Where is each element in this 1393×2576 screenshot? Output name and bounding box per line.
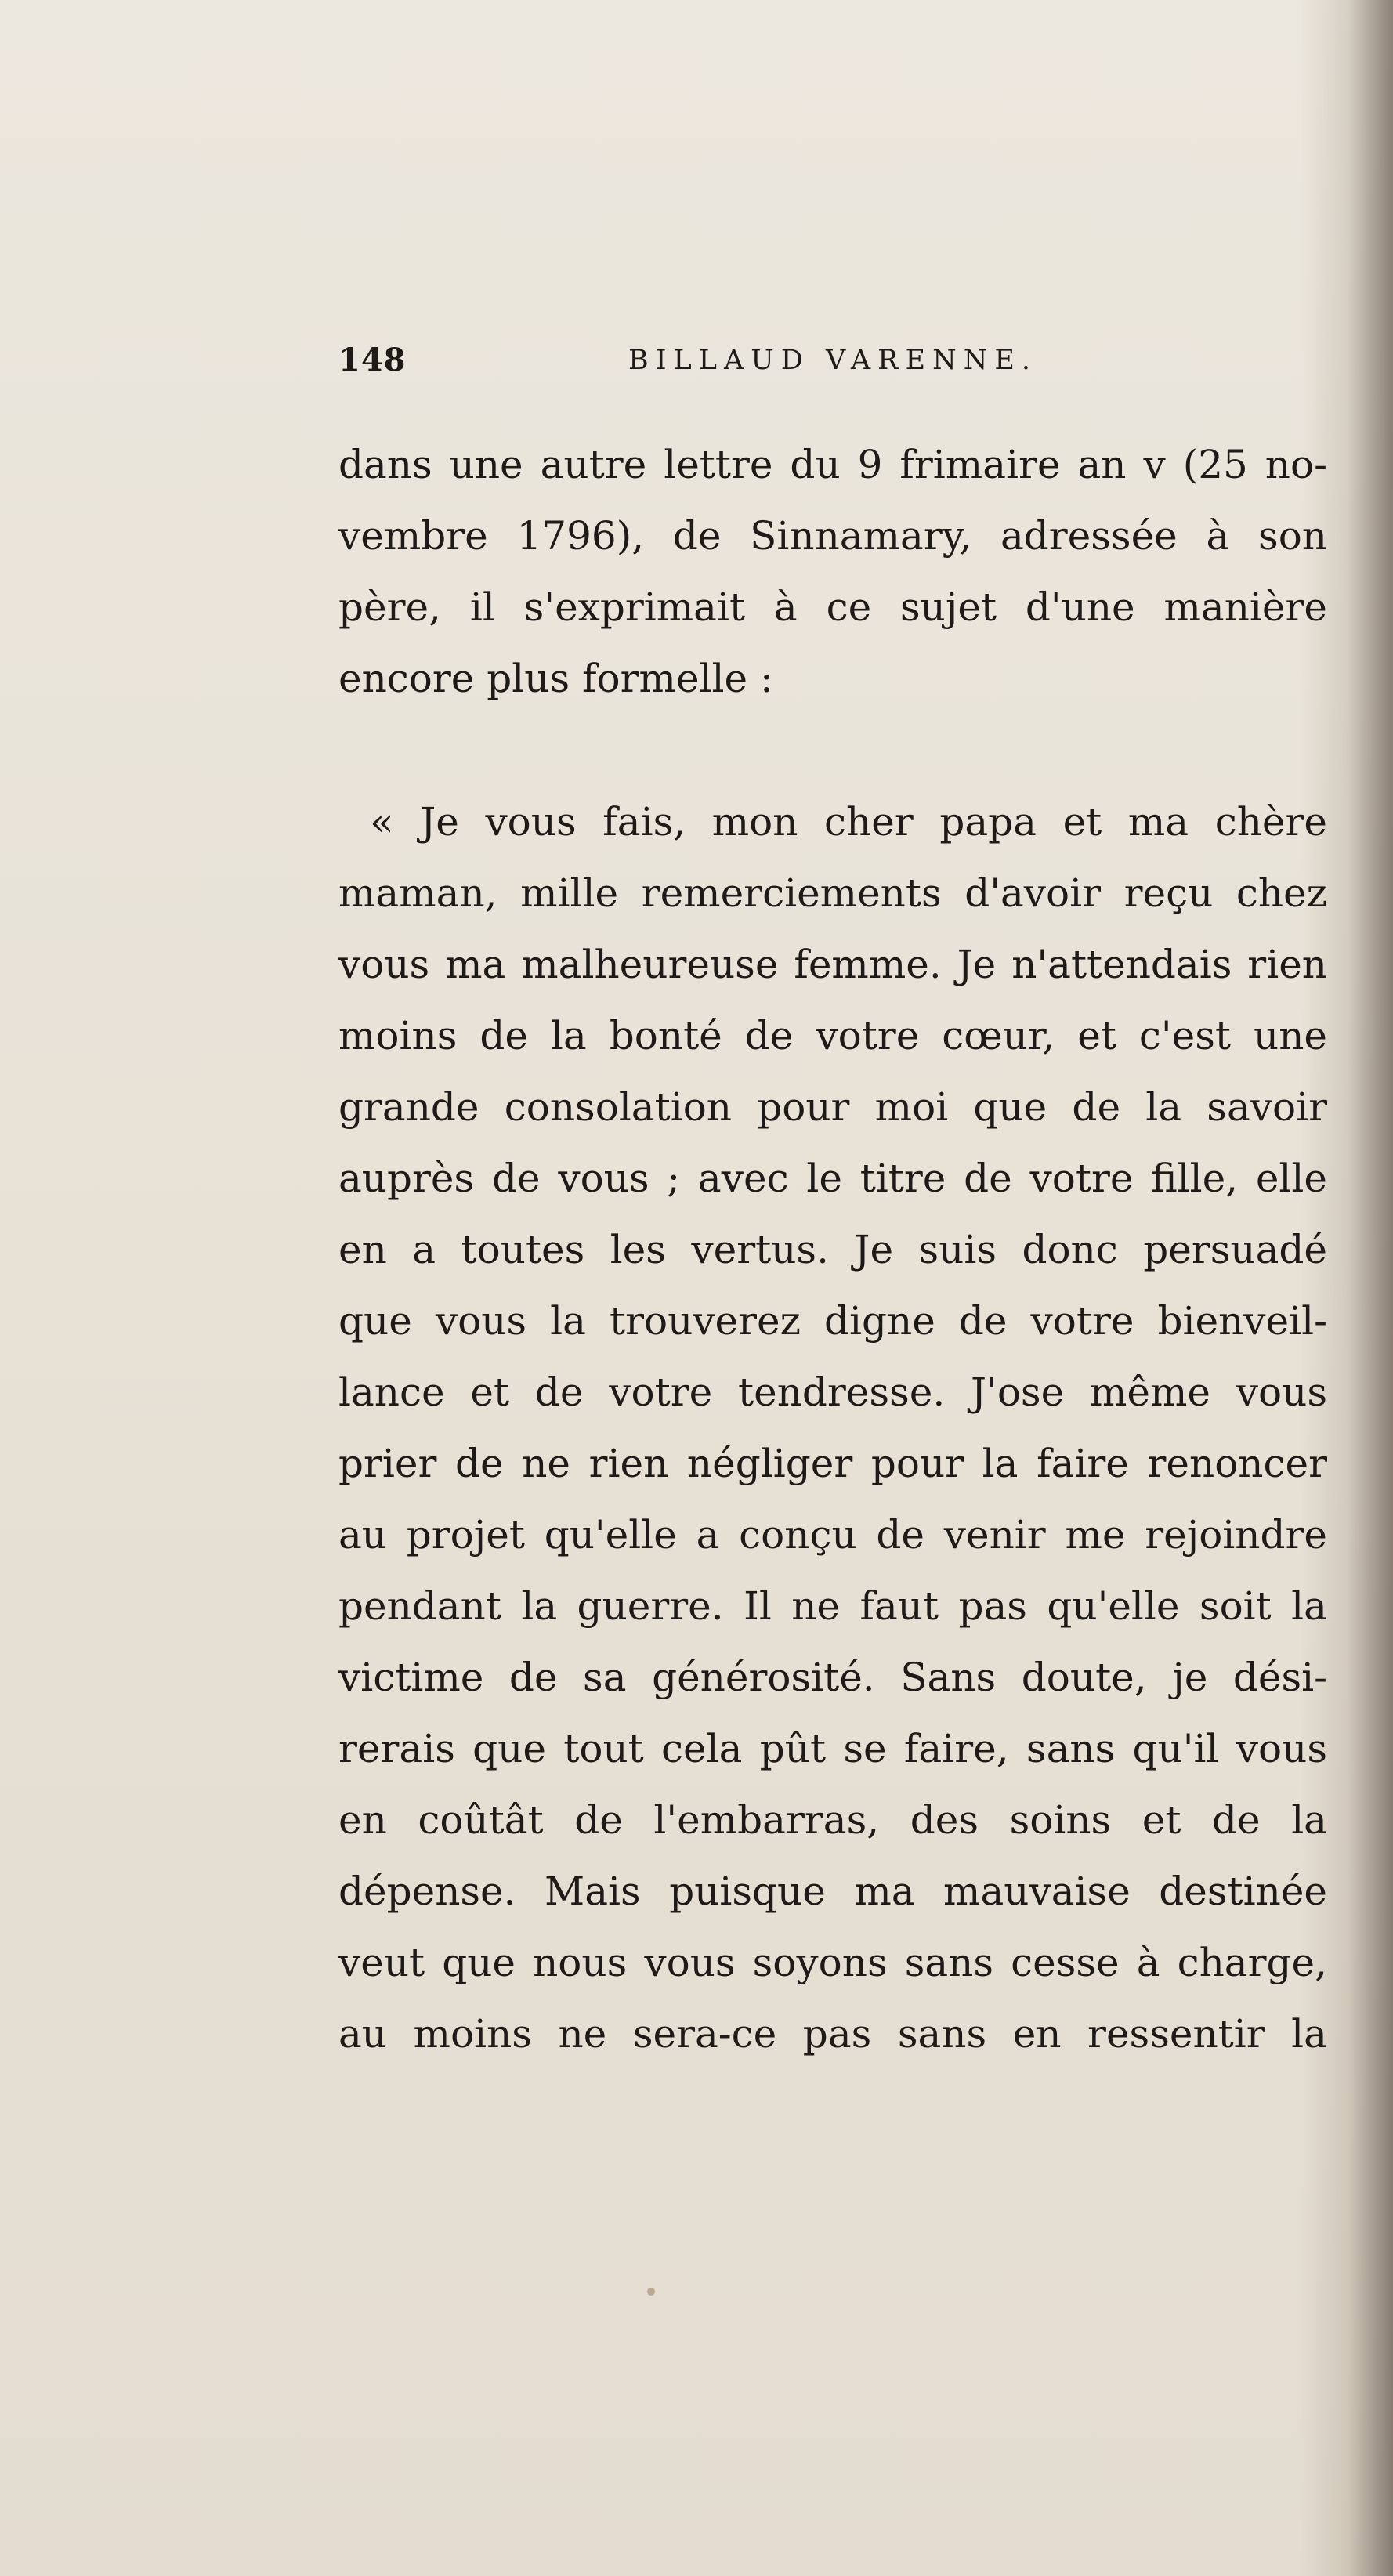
text-line: dans une autre lettre du 9 frimaire an v (25 no- [338, 442, 1327, 487]
text-line: encore plus formelle : [338, 656, 773, 701]
text-line: moins de la bonté de votre cœur, et c'est une [338, 1013, 1327, 1058]
text-line: père, il s'exprimait à ce sujet d'une manière [338, 584, 1327, 630]
text-line: en a toutes les vertus. Je suis donc persuadé [338, 1227, 1327, 1272]
text-line: « Je vous fais, mon cher papa et ma chère [370, 799, 1327, 845]
text-line: auprès de vous ; avec le titre de votre fille, elle [338, 1156, 1327, 1201]
text-line: dépense. Mais puisque ma mauvaise destinée [338, 1869, 1327, 1914]
text-line: prier de ne rien négliger pour la faire renoncer [338, 1441, 1327, 1486]
paragraph-2-letter-quote [338, 787, 1327, 2070]
text-line: victime de sa générosité. Sans doute, je dési- [338, 1655, 1327, 1700]
paragraph-1 [338, 429, 1327, 715]
text-line: vembre 1796), de Sinnamary, adressée à son [338, 513, 1327, 559]
text-line: lance et de votre tendresse. J'ose même vous [338, 1369, 1327, 1415]
text-line: maman, mille remerciements d'avoir reçu chez [338, 870, 1327, 916]
text-line: au projet qu'elle a conçu de venir me rejoindre [338, 1512, 1327, 1558]
running-head [338, 342, 1326, 396]
text-line: grande consolation pour moi que de la savoir [338, 1084, 1327, 1130]
text-line: que vous la trouverez digne de votre bienveil- [338, 1298, 1327, 1344]
text-line: en coûtât de l'embarras, des soins et de la [338, 1797, 1327, 1843]
running-title: BILLAUD VARENNE. [628, 345, 1037, 376]
text-line: au moins ne sera-ce pas sans en ressentir la [338, 2011, 1327, 2057]
paper-spot [647, 2288, 655, 2296]
text-line: pendant la guerre. Il ne faut pas qu'elle soit la [338, 1583, 1327, 1629]
text-line: vous ma malheureuse femme. Je n'attendais rien [338, 942, 1327, 987]
text-line: rerais que tout cela pût se faire, sans qu'il vous [338, 1726, 1327, 1771]
text-line: veut que nous vous soyons sans cesse à charge, [338, 1940, 1327, 1985]
page-number: 148 [338, 342, 407, 378]
